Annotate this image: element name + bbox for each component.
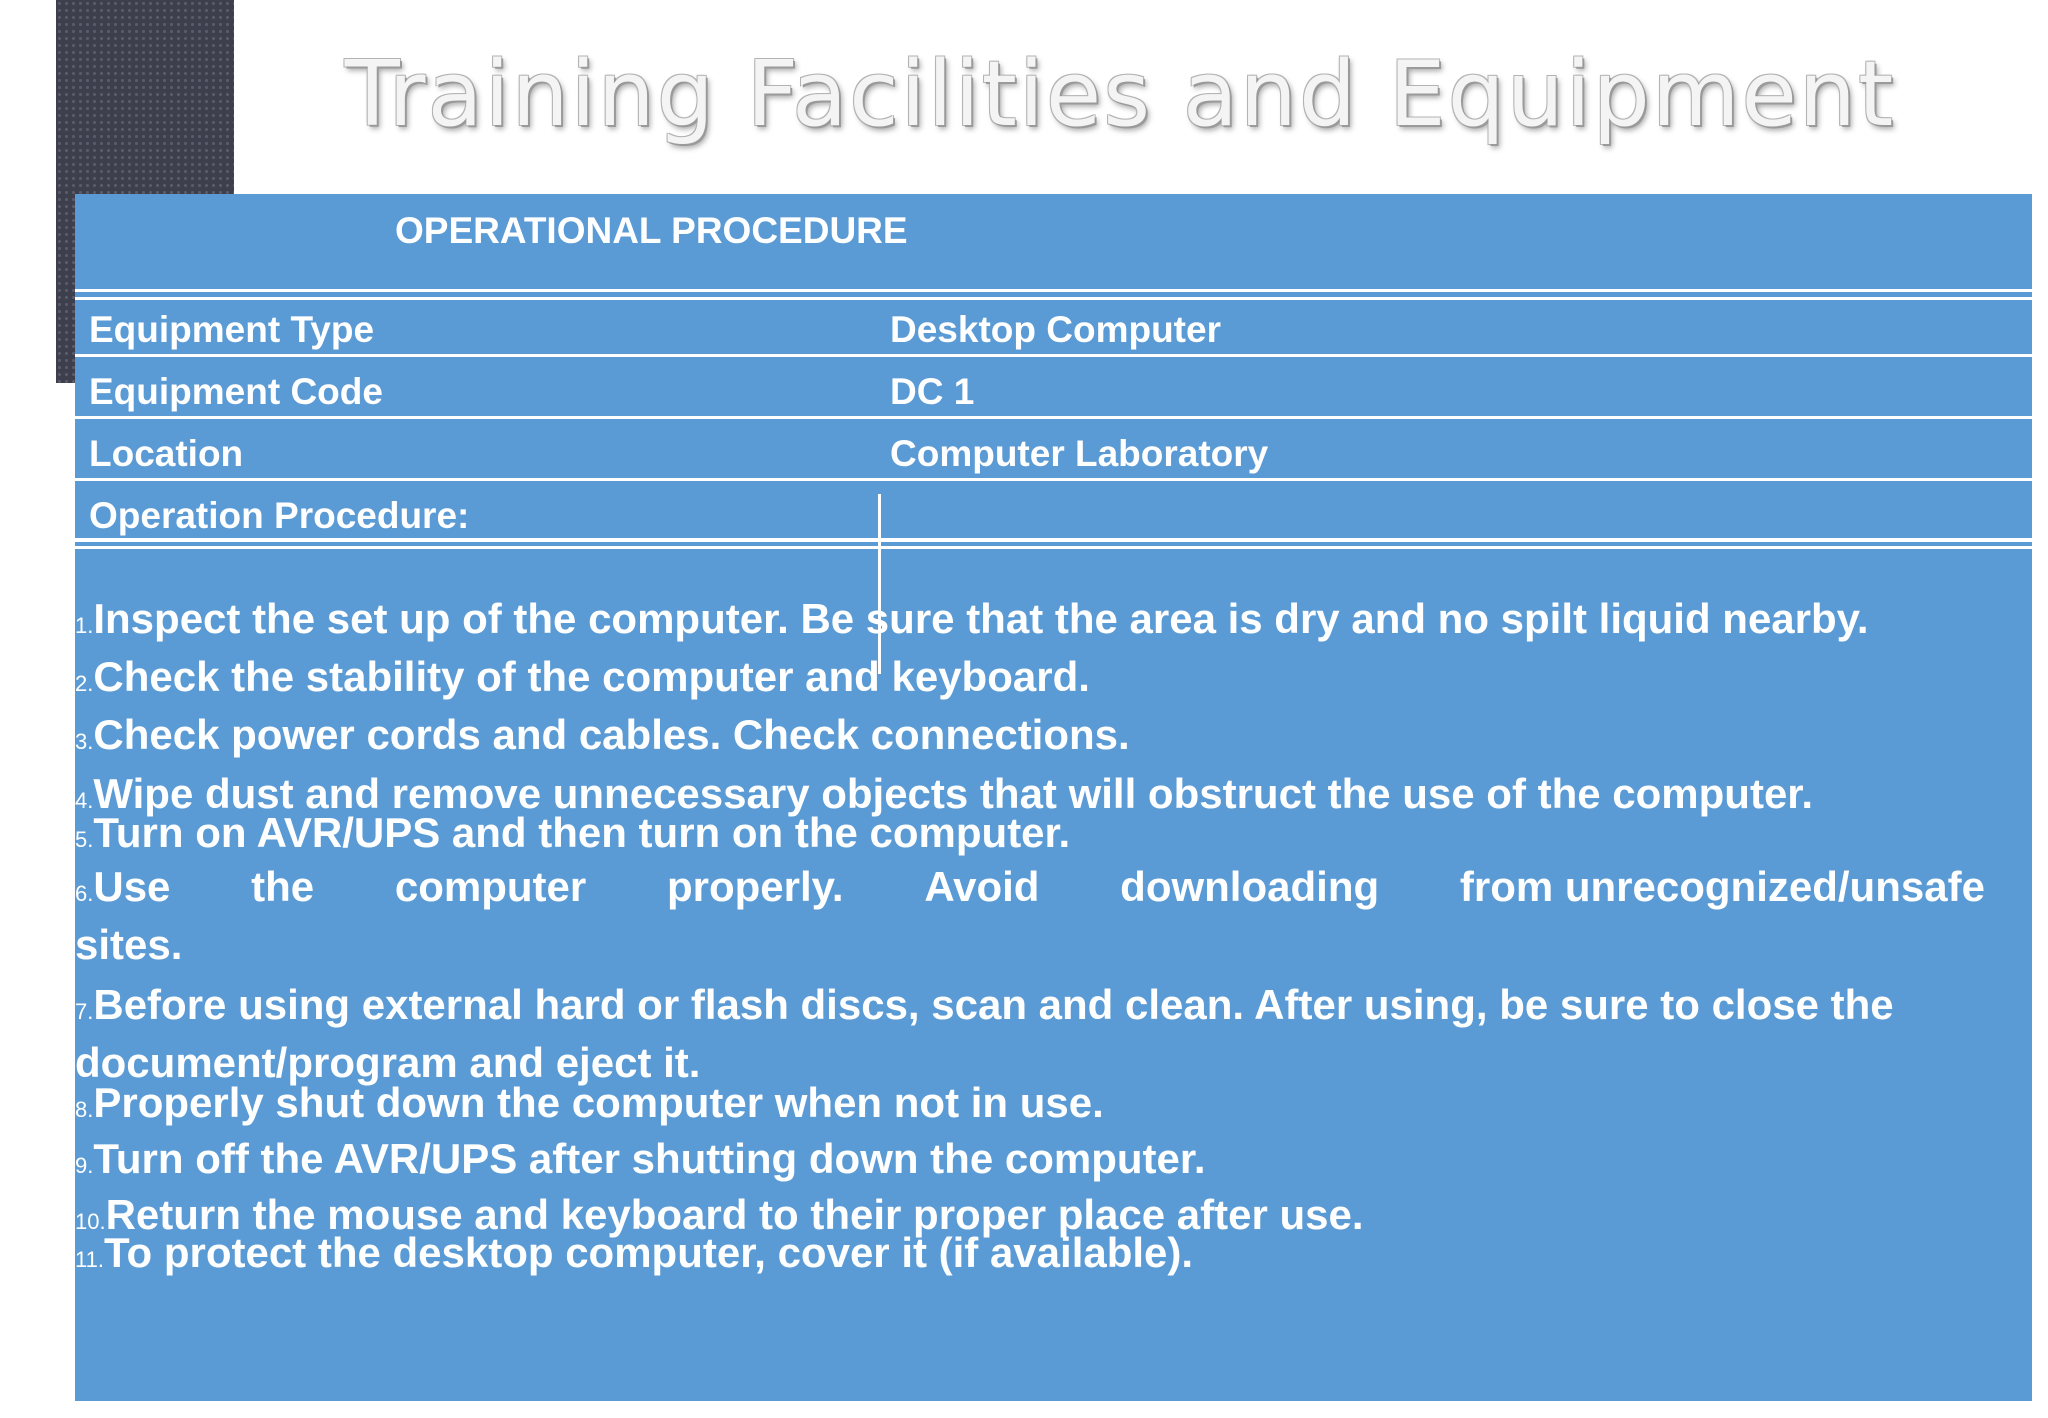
step-number: 5. <box>75 827 94 852</box>
row-value-equipment-type: Desktop Computer <box>890 309 1221 350</box>
step-number: 9. <box>75 1153 94 1178</box>
step-text: Properly shut down the computer when not in use. <box>93 1079 1104 1126</box>
divider <box>75 354 2032 357</box>
step-number: 10. <box>75 1209 106 1234</box>
step-text: Wipe dust and remove unnecessary objects that will obstruct the use of the computer. <box>93 770 1814 817</box>
step-word: Avoid <box>924 863 1040 910</box>
step-number: 2. <box>75 671 94 696</box>
list-item <box>75 710 1995 767</box>
list-item <box>75 808 1995 865</box>
step-text: Return the mouse and keyboard to their proper place after use. <box>105 1191 1364 1238</box>
divider <box>75 289 2032 292</box>
step-text: Turn off the AVR/UPS after shutting down the computer. <box>93 1135 1206 1182</box>
row-label-equipment-type: Equipment Type <box>89 309 375 350</box>
step-word: Use <box>93 863 171 910</box>
step-text: sites. <box>75 921 183 968</box>
step-number: 11. <box>75 1247 104 1272</box>
step-word: the <box>251 863 315 910</box>
operation-procedure-label: Operation Procedure: <box>89 495 470 536</box>
step-text: Before using external hard or flash discs, scan and clean. After using, be sure to close the <box>93 981 1894 1028</box>
list-item <box>75 862 1995 919</box>
step-word: computer <box>394 863 587 910</box>
step-text: Check the stability of the computer and keyboard. <box>93 653 1090 700</box>
page-title: Training Facilities and Equipment <box>344 42 1896 147</box>
divider <box>75 416 2032 419</box>
row-label-equipment-code: Equipment Code <box>89 371 383 412</box>
list-item-continuation <box>75 920 1995 970</box>
list-item <box>75 980 1995 1037</box>
row-value-equipment-code: DC 1 <box>890 371 975 412</box>
step-text: Check power cords and cables. Check connections. <box>93 711 1130 758</box>
list-item <box>75 1228 1995 1285</box>
step-text: To protect the desktop computer, cover it (if available). <box>103 1229 1194 1276</box>
step-number: 4. <box>75 788 94 813</box>
row-label-location: Location <box>89 433 244 474</box>
step-number: 8. <box>75 1097 94 1122</box>
procedure-panel <box>75 194 2032 1401</box>
step-text: Inspect the set up of the computer. Be sure that the area is dry and no spilt liquid nearby. <box>93 595 1869 642</box>
list-item <box>75 1134 1995 1191</box>
step-number: 6. <box>75 881 94 906</box>
divider <box>75 546 2032 549</box>
step-number: 7. <box>75 999 94 1024</box>
divider <box>75 538 2032 542</box>
list-item <box>75 1078 1995 1135</box>
step-text: document/program and eject it. <box>75 1039 701 1086</box>
step-word: downloading <box>1120 863 1380 910</box>
divider <box>75 478 2032 481</box>
step-word: from unrecognized/unsafe <box>1459 863 1985 910</box>
list-item <box>75 652 1995 709</box>
step-word: properly. <box>666 863 844 910</box>
row-value-location: Computer Laboratory <box>890 433 1269 474</box>
list-item <box>75 594 1995 651</box>
step-number: 1. <box>75 613 94 638</box>
step-text: Turn on AVR/UPS and then turn on the computer. <box>93 809 1071 856</box>
table-header: OPERATIONAL PROCEDURE <box>395 210 908 251</box>
divider <box>75 297 2032 300</box>
step-number: 3. <box>75 729 94 754</box>
